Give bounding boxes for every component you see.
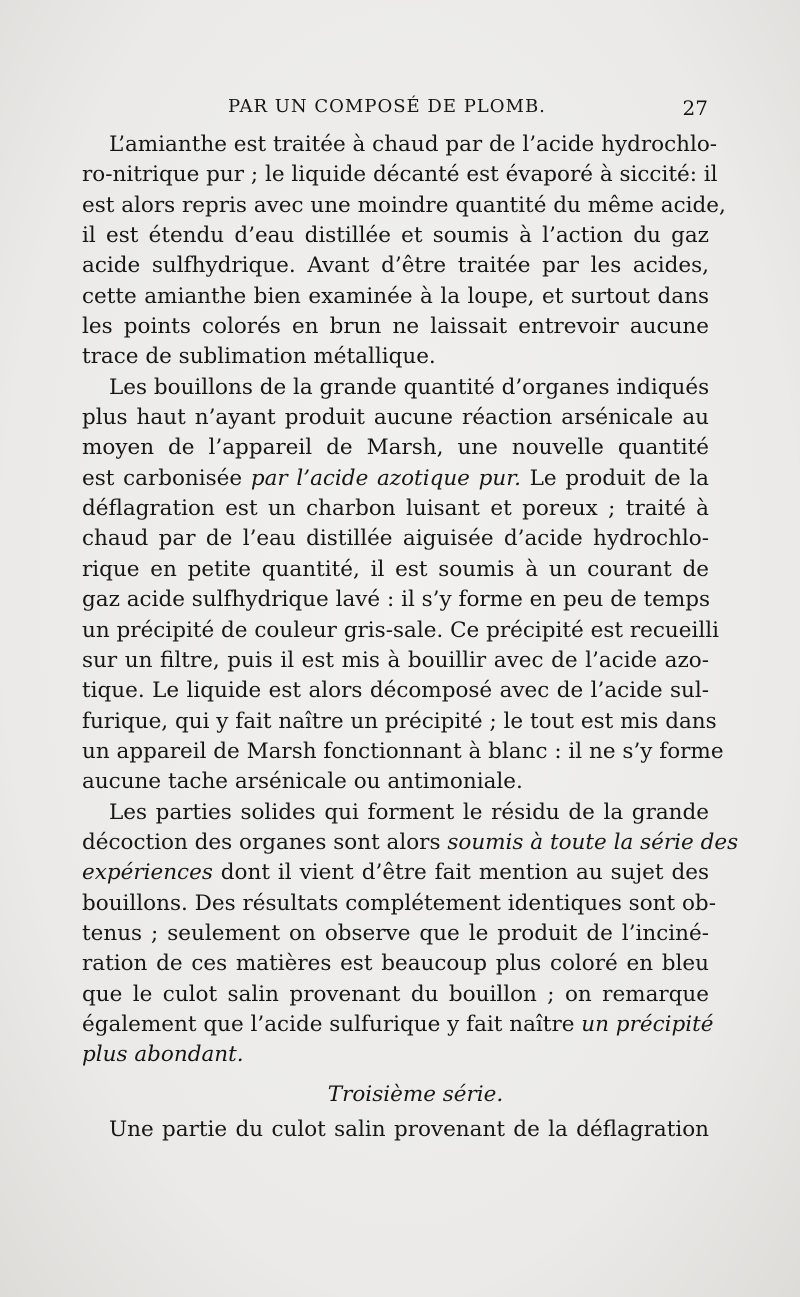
text-run: Le produit de la <box>520 465 709 491</box>
text-run: tenus ; seulement on observe que le produit de l’inciné- <box>82 920 709 946</box>
text-run: est carbonisée <box>82 465 251 491</box>
text-line <box>82 919 709 949</box>
italic-text: par l’acide azotique pur. <box>250 465 521 491</box>
text-line <box>82 191 726 221</box>
text-line <box>82 403 709 433</box>
text-line <box>82 676 709 706</box>
page-header <box>80 96 708 126</box>
text-run: sur un filtre, puis il est mis à bouillir avec de l’acide azo- <box>82 647 709 673</box>
text-line <box>82 494 709 524</box>
paragraph <box>82 373 724 798</box>
text-line <box>82 1040 709 1070</box>
text-run: trace de sublimation métallique. <box>82 344 436 370</box>
text-line <box>82 464 709 494</box>
text-run: L’amianthe est traitée à chaud par de l’acide hydrochlo- <box>109 132 718 157</box>
paragraph <box>82 130 726 373</box>
text-line <box>82 646 709 676</box>
text-line <box>82 555 709 585</box>
text-run: rique en petite quantité, il est soumis à un courant de <box>82 556 709 582</box>
text-line <box>82 767 709 797</box>
text-run: les points colorés en brun ne laissait entrevoir aucune <box>82 314 709 340</box>
text-run: également que l’acide sulfurique y fait naître <box>82 1011 582 1037</box>
text-run: chaud par de l’eau distillée aiguisée d’acide hydrochlo- <box>82 526 709 552</box>
text-line <box>82 524 709 554</box>
italic-text: plus abondant. <box>82 1042 244 1068</box>
text-line <box>82 373 709 403</box>
text-run: moyen de l’appareil de Marsh, une nouvelle quantité <box>82 435 709 461</box>
text-line <box>82 798 709 828</box>
text-line <box>82 342 709 372</box>
text-run: déflagration est un charbon luisant et poreux ; traité à <box>82 496 709 522</box>
text-run: dont il vient d’être fait mention au sujet des <box>212 860 709 886</box>
text-run: un appareil de Marsh fonctionnant à blanc : il ne s’y forme <box>82 738 724 764</box>
text-run: un précipité de couleur gris-sale. Ce précipité est recueilli <box>82 617 719 643</box>
text-run: furique, qui y fait naître un précipité ; le tout est mis dans <box>82 708 717 734</box>
text-line <box>82 221 709 251</box>
text-line <box>82 616 719 646</box>
paragraph <box>82 798 739 1071</box>
text-line <box>82 130 718 160</box>
text-line <box>82 312 709 342</box>
text-run: bouillons. Des résultats complétement identiques sont ob- <box>82 890 716 916</box>
text-run: aucune tache arsénicale ou antimoniale. <box>82 769 523 795</box>
text-run: cette amianthe bien examinée à la loupe, et surtout dans <box>82 283 709 309</box>
paragraph <box>82 1115 709 1145</box>
text-line <box>82 282 709 312</box>
text-line <box>82 980 709 1010</box>
italic-text: un précipité <box>581 1011 714 1037</box>
text-run: acide sulfhydrique. Avant d’être traitée par les acides, <box>82 253 709 279</box>
text-line <box>82 160 718 190</box>
text-line <box>82 1115 709 1145</box>
text-run: Une partie du culot salin provenant de la déflagration <box>109 1116 709 1142</box>
text-run: que le culot salin provenant du bouillon ; on remarque <box>82 981 709 1007</box>
page-number: 27 <box>682 96 708 120</box>
text-run: gaz acide sulfhydrique lavé : il s’y forme en peu de temps <box>82 587 711 613</box>
text-line <box>82 828 739 858</box>
text-line <box>82 858 709 888</box>
text-body <box>82 130 739 1145</box>
text-line <box>82 1010 714 1040</box>
text-line <box>82 585 709 615</box>
text-line <box>82 433 709 463</box>
italic-text: expériences <box>82 860 213 886</box>
text-run: est alors repris avec une moindre quantité du même acide, <box>82 192 726 218</box>
italic-text: soumis à toute la série des <box>447 829 739 855</box>
section-heading: Troisième série. <box>327 1081 504 1107</box>
text-run: ration de ces matières est beaucoup plus coloré en bleu <box>82 951 709 977</box>
text-line <box>82 251 709 281</box>
text-run: Les bouillons de la grande quantité d’organes indiqués <box>109 374 710 400</box>
text-run: décoction des organes sont alors <box>82 829 448 855</box>
text-line <box>82 707 717 737</box>
text-line <box>82 889 716 919</box>
text-run: ro-nitrique pur ; le liquide décanté est évaporé à siccité: il <box>82 162 718 188</box>
text-line <box>82 737 724 767</box>
text-run: tique. Le liquide est alors décomposé avec de l’acide sul- <box>82 678 709 704</box>
running-title: PAR UN COMPOSÉ DE PLOMB. <box>228 96 546 117</box>
text-line <box>82 949 709 979</box>
text-run: Les parties solides qui forment le résidu de la grande <box>109 799 709 825</box>
text-run: il est étendu d’eau distillée et soumis à l’action du gaz <box>82 223 709 249</box>
text-run: plus haut n’ayant produit aucune réaction arsénicale au <box>82 405 709 431</box>
